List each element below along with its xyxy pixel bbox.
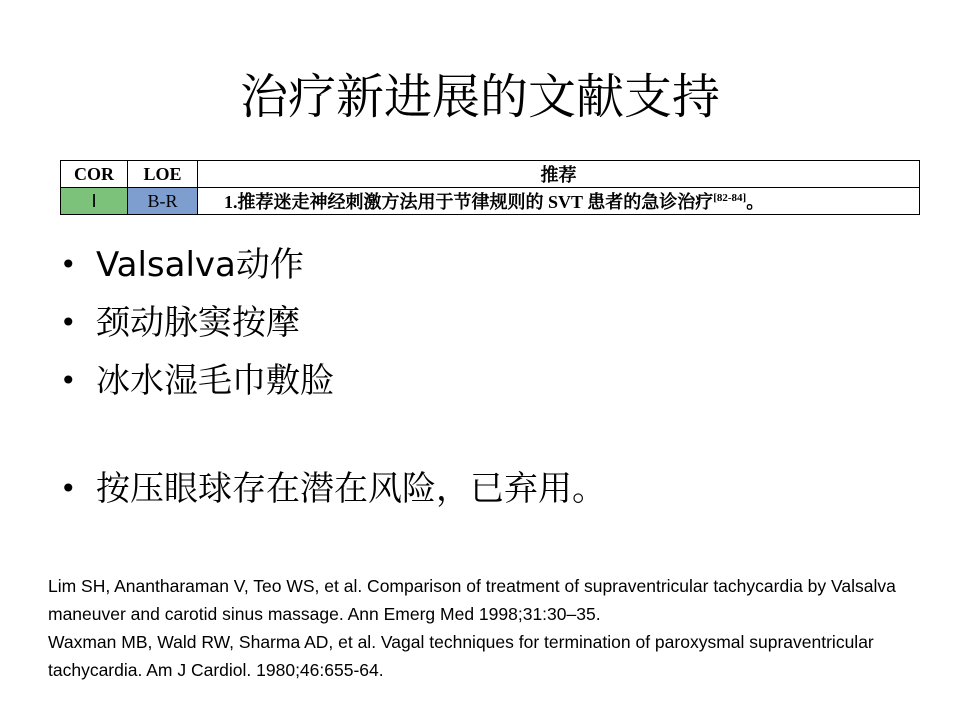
table-header-row (61, 161, 920, 188)
recommendation-text: 1.推荐迷走神经刺激方法用于节律规则的 SVT 患者的急诊治疗 (224, 192, 714, 212)
bullet-icon: • (60, 248, 77, 281)
bullet-icon: • (60, 472, 77, 505)
bullet-icon: • (60, 306, 77, 339)
bullet-text: 颈动脉窦按摩 (96, 303, 300, 343)
list-item (60, 464, 606, 522)
list-item (60, 298, 606, 356)
header-loe: LOE (128, 161, 198, 188)
reference-item: Lim SH, Anantharaman V, Teo WS, et al. Comparison of treatment of supraventricular tachycardia by Valsalva maneuver and carotid sinus massage. Ann Emerg Med 1998;31:30–35. (48, 576, 896, 624)
reference-item: Waxman MB, Wald RW, Sharma AD, et al. Vagal techniques for termination of paroxysmal supraventricular tachycardia. Am J Cardiol. 1980;46:655-64. (48, 632, 874, 680)
table-row (61, 188, 920, 215)
recommendation-table (60, 160, 920, 215)
list-item (60, 240, 606, 298)
bullet-icon: • (60, 364, 77, 397)
references (48, 572, 948, 684)
bullet-text: 按压眼球存在潜在风险，已弃用。 (96, 469, 606, 509)
citation: [82-84] (713, 192, 747, 204)
list-item (60, 356, 606, 414)
cell-cor: Ⅰ (61, 188, 128, 215)
bullet-text: 冰水湿毛巾敷脸 (96, 361, 334, 401)
recommendation-end: 。 (746, 192, 765, 212)
bullet-text: Valsalva动作 (96, 245, 304, 285)
bullet-list (60, 240, 606, 522)
cell-recommendation (198, 188, 920, 215)
cell-loe: B-R (128, 188, 198, 215)
header-cor: COR (61, 161, 128, 188)
slide-title: 治疗新进展的文献支持 (239, 69, 720, 125)
header-recommendation: 推荐 (198, 161, 920, 188)
